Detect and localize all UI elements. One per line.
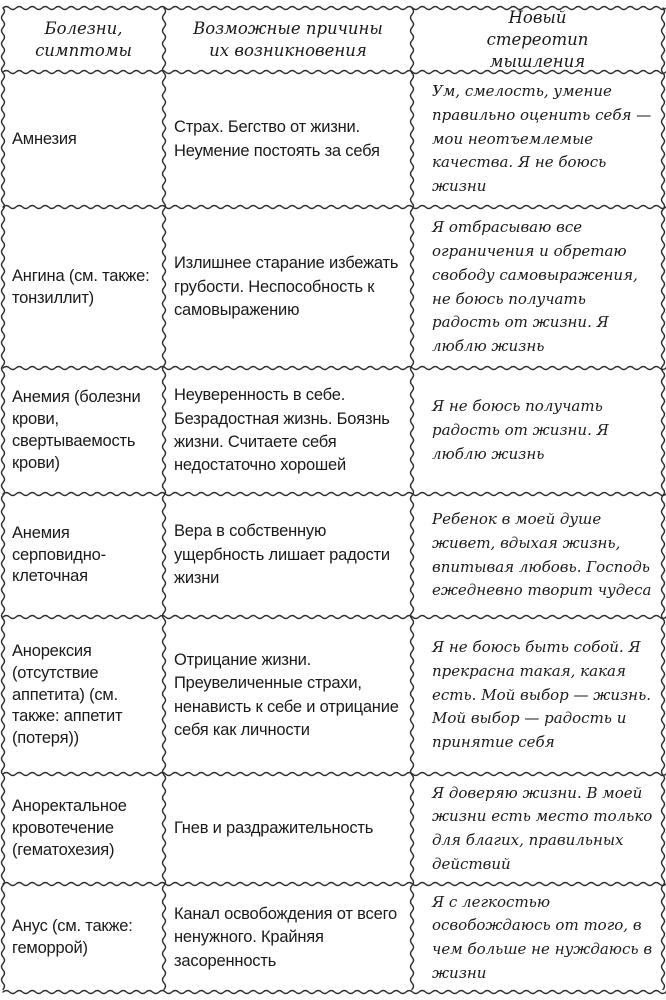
affirmation-cell bbox=[412, 207, 663, 368]
disease-text: Анус (см. также: геморрой) bbox=[12, 917, 133, 957]
cause-cell bbox=[164, 617, 412, 774]
disease-text: Анорексия (отсутствие аппетита) (см. также: аппетит (потеря)) bbox=[12, 642, 123, 748]
cause-text: Страх. Бегство от жизни. Неумение постоять за себя bbox=[174, 118, 380, 160]
affirmation-cell bbox=[412, 72, 663, 207]
disease-cell bbox=[3, 72, 164, 207]
header-new-thought bbox=[412, 8, 663, 72]
affirmation-cell bbox=[412, 368, 663, 494]
affirmations-table bbox=[3, 8, 663, 992]
cause-cell bbox=[164, 72, 412, 207]
disease-cell bbox=[3, 884, 164, 992]
affirmation-text: Я не боюсь получать радость от жизни. Я люблю жизнь bbox=[432, 397, 609, 463]
header-new-thought-label: Новый стереотип мышления bbox=[486, 8, 589, 72]
header-disease-label: Болезни, симптомы bbox=[35, 18, 132, 60]
cause-cell bbox=[164, 368, 412, 494]
affirmation-cell bbox=[412, 884, 663, 992]
affirmation-text: Я не боюсь быть собой. Я прекрасна такая, какая есть. Мой выбор — жизнь. Мой выбор — радость и принятие себя bbox=[432, 638, 652, 752]
disease-text: Анемия серповидно-клеточная bbox=[12, 523, 106, 586]
cause-text: Вера в собственную ущербность лишает радости жизни bbox=[174, 522, 390, 588]
cause-cell bbox=[164, 774, 412, 884]
cause-text: Канал освобождения от всего ненужного. Крайняя засоренность bbox=[174, 904, 397, 970]
disease-text: Ангина (см. также: тонзиллит) bbox=[12, 266, 150, 307]
disease-cell bbox=[3, 368, 164, 494]
disease-cell bbox=[3, 774, 164, 884]
disease-text: Амнезия bbox=[12, 129, 77, 148]
disease-cell bbox=[3, 207, 164, 368]
cause-cell bbox=[164, 884, 412, 992]
disease-cell bbox=[3, 617, 164, 774]
affirmation-text: Я отбрасываю все ограничения и обретаю свободу самовыражения, не боюсь получать радость от жизни. Я люблю жизнь bbox=[432, 218, 638, 355]
affirmation-cell bbox=[412, 617, 663, 774]
header-disease bbox=[3, 8, 164, 72]
cause-text: Гнев и раздражительность bbox=[174, 819, 374, 838]
cause-cell bbox=[164, 207, 412, 368]
disease-cell bbox=[3, 494, 164, 617]
cause-text: Неуверенность в себе. Безрадостная жизнь. Боязнь жизни. Считаете себя недостаточно хорошей bbox=[174, 386, 390, 475]
disease-text: Анемия (болезни крови, свертываемость крови) bbox=[12, 388, 141, 472]
disease-text: Аноректальное кровотечение (гематохезия) bbox=[12, 797, 127, 859]
affirmation-text: Я с легкостью освобождаюсь от того, в чем больше не нуждаюсь в жизни bbox=[432, 892, 653, 982]
affirmation-text: Ребенок в моей душе живет, вдыхая жизнь, впитывая любовь. Господь ежедневно творит чудеса bbox=[432, 510, 652, 600]
header-cause-label: Возможные причины их возникновения bbox=[193, 18, 383, 60]
cause-text: Излишнее старание избежать грубости. Неспособность к самовыражению bbox=[174, 254, 399, 320]
header-cause bbox=[164, 8, 412, 72]
cause-text: Отрицание жизни. Преувеличенные страхи, ненависть к себе и отрицание себя как личности bbox=[174, 650, 399, 739]
affirmation-cell bbox=[412, 774, 663, 884]
affirmation-cell bbox=[412, 494, 663, 617]
cause-cell bbox=[164, 494, 412, 617]
affirmation-text: Ум, смелость, умение правильно оценить себя — мои неотъемлемые качества. Я не боюсь жизни bbox=[432, 82, 652, 196]
affirmation-text: Я доверяю жизни. В моей жизни есть место только для благих, правильных действий bbox=[432, 783, 653, 873]
